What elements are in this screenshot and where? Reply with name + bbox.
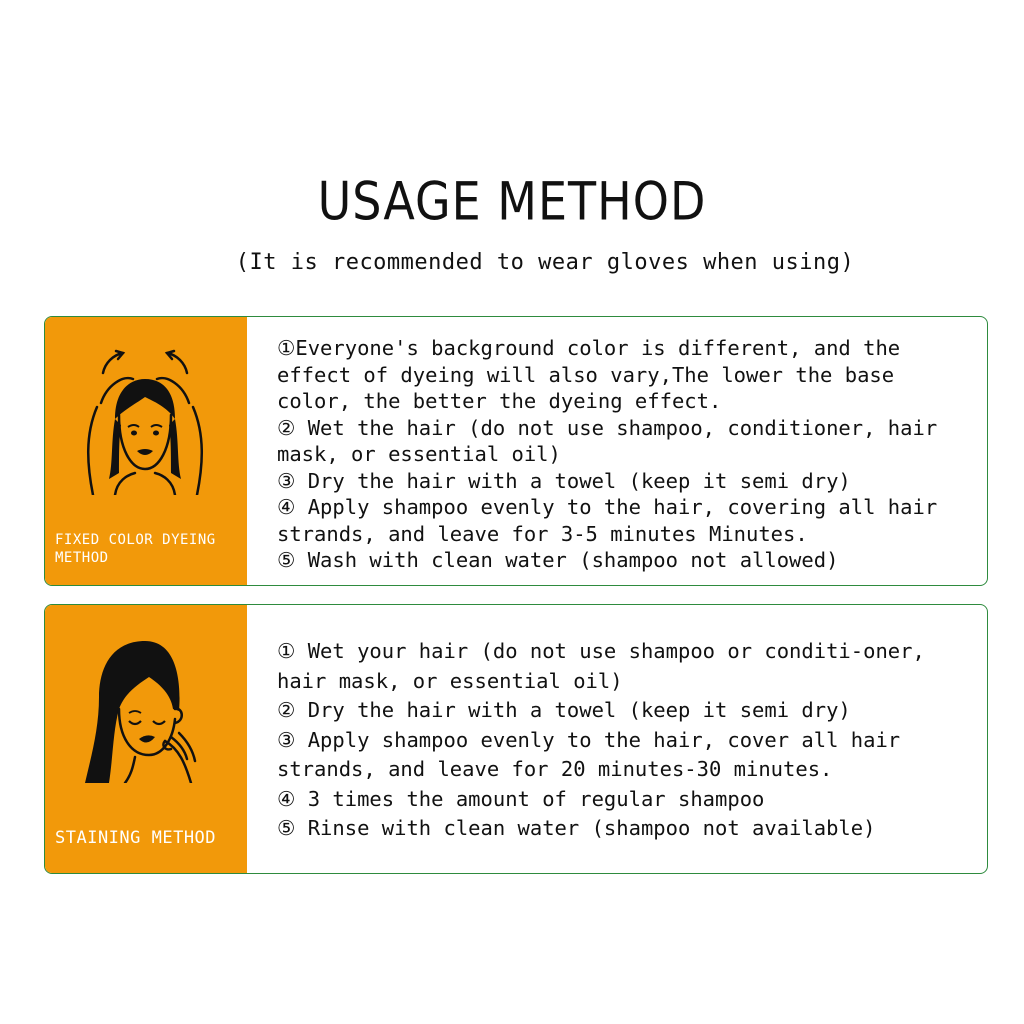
- steps-list: [277, 637, 977, 844]
- step-item: ⑤ Wash with clean water (shampoo not allowed): [277, 548, 839, 572]
- steps-list: [277, 335, 977, 574]
- page-title: USAGE METHOD: [317, 170, 707, 233]
- method-label: FIXED COLOR DYEING METHOD: [55, 532, 216, 566]
- step-item: ① Wet your hair (do not use shampoo or conditi-oner, hair mask, or essential oil): [277, 639, 938, 693]
- step-item: ⑤ Rinse with clean water (shampoo not available): [277, 816, 876, 840]
- step-item: ③ Apply shampoo evenly to the hair, cover all hair strands, and leave for 20 minutes-30 minutes.: [277, 727, 913, 781]
- method-side-panel: [45, 605, 247, 873]
- method-card-fixed-color: [44, 316, 988, 586]
- step-item: ② Wet the hair (do not use shampoo, conditioner, hair mask, or essential oil): [277, 415, 950, 466]
- step-item: ④ Apply shampoo evenly to the hair, covering all hair strands, and leave for 3-5 minutes Minutes.: [277, 495, 950, 546]
- method-side-panel: [45, 317, 247, 585]
- step-item: ①Everyone's background color is different, and the effect of dyeing will also vary,The lower the base color, the better the dyeing effect.: [277, 336, 913, 413]
- step-item: ② Dry the hair with a towel (keep it semi dry): [277, 698, 851, 722]
- woman-long-hair-icon: [75, 633, 215, 783]
- method-card-staining: [44, 604, 988, 874]
- step-item: ④ 3 times the amount of regular shampoo: [277, 786, 765, 811]
- woman-applying-dye-icon: [75, 345, 215, 495]
- step-item: ③ Dry the hair with a towel (keep it semi dry): [277, 468, 851, 493]
- method-label: STAINING METHOD: [55, 828, 217, 848]
- page-subtitle: (It is recommended to wear gloves when using): [235, 250, 855, 275]
